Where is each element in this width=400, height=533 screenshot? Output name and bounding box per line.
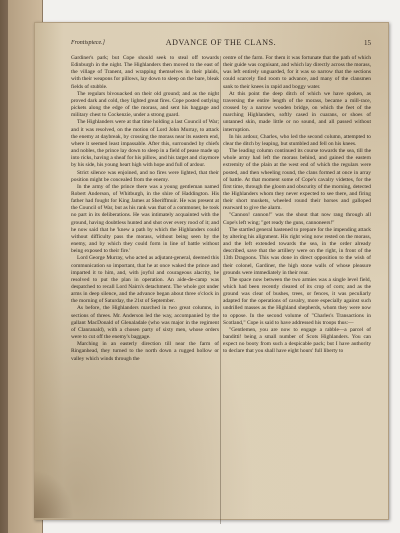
- paragraph: "Cannon! cannon!" was the shout that now rang through all Cope's left wing; "get ready the guns, cannoneers!": [223, 212, 371, 226]
- paragraph: centre of the farm. For them it was fortunate that the path of which their guide was cognisant, and which lay directly across the morass, was left entirely unguarded, for it was so narrow that the sections could scarcely find room to advance, and many of the clansmen sank to their knees in rapid and boggy water.: [223, 55, 371, 90]
- page-wear-stain: [34, 470, 74, 518]
- paragraph: The regulars bivouacked on their old ground; and as the night proved dark and cold, they lighted great fires. Cope posted outlying pickets along the edge of the morass, and sent his baggage and military chest to Cockenzie, under a strong guard.: [71, 90, 219, 119]
- left-column: [71, 55, 219, 363]
- book-page: [34, 22, 389, 520]
- paragraph: Lord George Murray, who acted as adjutant-general, deemed this communication so important, that he at once waked the prince and imparted it to him, and, with joyful and courageous alacrity, he resolved to put the plan in operation. An aide-de-camp was despatched to recall Lord Nairn's detachment. The whole got under arms in deep silence, and the advance began about three o'clock in the morning of Saturday, the 21st of September.: [71, 255, 219, 305]
- paragraph: In his ardour, Charles, who led the second column, attempted to clear the ditch by leaping, but stumbled and fell on his knees.: [223, 133, 371, 147]
- page-number: 15: [364, 39, 371, 47]
- paragraph: Gardiner's park; but Cope should seek to steal off towards Edinburgh in the night. The Highlanders then moved to the east of the village of Tranent, and wrapping themselves in their plaids, with their weapons for pillows, lay down to sleep on the bare, bleak fields of stubble.: [71, 55, 219, 90]
- running-head: [71, 38, 371, 50]
- paragraph: The space now between the two armies was a single level field, which had been recently cleared of its crop of corn; and as the ground was clear of bushes, trees, or fences, it was peculiarly adapted for the operations of cavalry, more especially against such undrilled masses as the Highland shepherds, whom they were now to oppose. In the second volume of "Charles's Transactions in Scotland," Cope is said to have addressed his troops thus:—: [223, 276, 371, 326]
- right-column: [223, 55, 371, 356]
- paragraph: "Gentlemen, you are now to engage a rabble—a parcel of banditti! being a small number of Scots Highlanders. You can expect no booty from such a despicable pack; but I have authority to declare that you shall have eight hours' full liberty to: [223, 326, 371, 355]
- paragraph: At this point the deep ditch of which we have spoken, as traversing the entire length of the morass, became a mill-race, crossed by a narrow wooden bridge, on which the feet of the marching Highlanders, softly cased in cuarans, or shoes of untanned skin, made little or no sound, and all passed without interruption.: [223, 90, 371, 133]
- paragraph: The leading column continued its course towards the sea, till the whole army had left the morass behind, and gained the eastern extremity of the plain at the west end of which the regulars were posted, and then wheeling round, the clans formed at once in array of battle. At that moment some of Cope's cavalry videttes, for the first time, through the gloom and obscurity of the morning, detected the Highlanders whom they never expected to see there, and firing their short muskets, wheeled round their horses and galloped rearward to give the alarm.: [223, 148, 371, 212]
- frontispiece-note: Frontispiece.]: [71, 40, 105, 46]
- paragraph: The startled general hastened to prepare for the impending attack by altering his alignment. His right wing now rested on the morass, and the left extended towards the sea, in the order already described, save that the artillery were on the right, in front of the 13th Dragoons. This was done in direct opposition to the wish of their colonel, Gardiner, the high stone walls of whose pleasure grounds were immediately in their rear.: [223, 226, 371, 276]
- paragraph: Strict silence was enjoined, and no fires were lighted, that their position might be concealed from the enemy.: [71, 169, 219, 183]
- page-title: ADVANCE OF THE CLANS.: [165, 38, 277, 47]
- paragraph: As before, the Highlanders marched in two great columns, in sections of threes. Mr. Anderson led the way, accompanied by the gallant MacDonald of Glenaladale (who was major in the regiment of Clanranald), with a chosen party of sixty men, whose orders were to cut off the enemy's baggage.: [71, 305, 219, 341]
- paragraph: The Highlanders were at that time holding a last Council of War; and it was resolved, on the motion of Lord John Murray, to attack the enemy at daybreak, by crossing the morass near its eastern end, where it seemed least impassable. After this, surrounded by chiefs and nobles, the prince lay down to sleep in a field of pease made up into ricks, having a sheaf for his pillow, and his target and claymore by his side, his young heart high with hope and full of ardour.: [71, 119, 219, 169]
- column-divider: [220, 56, 221, 524]
- paragraph: Marching in an easterly direction till near the farm of Ringanhead, they turned to the north down a rugged hollow or valley which winds through the: [71, 341, 219, 362]
- paragraph: In the army of the prince there was a young gentleman named Robert Anderson, of Whitburgh, in the shire of Haddington. His father had fought for King James at Sheriffmuir. He was present at the Council of War, but as his rank was that of a commoner, he took no part in its deliberations. He was intimately acquainted with the ground, having doubtless hunted and shot over every rood of it; and he now said that he 'knew a path by which the Highlanders could without difficulty pass the morass, without being seen by the enemy, and by which they could form in line of battle without being exposed to their fire.': [71, 183, 219, 255]
